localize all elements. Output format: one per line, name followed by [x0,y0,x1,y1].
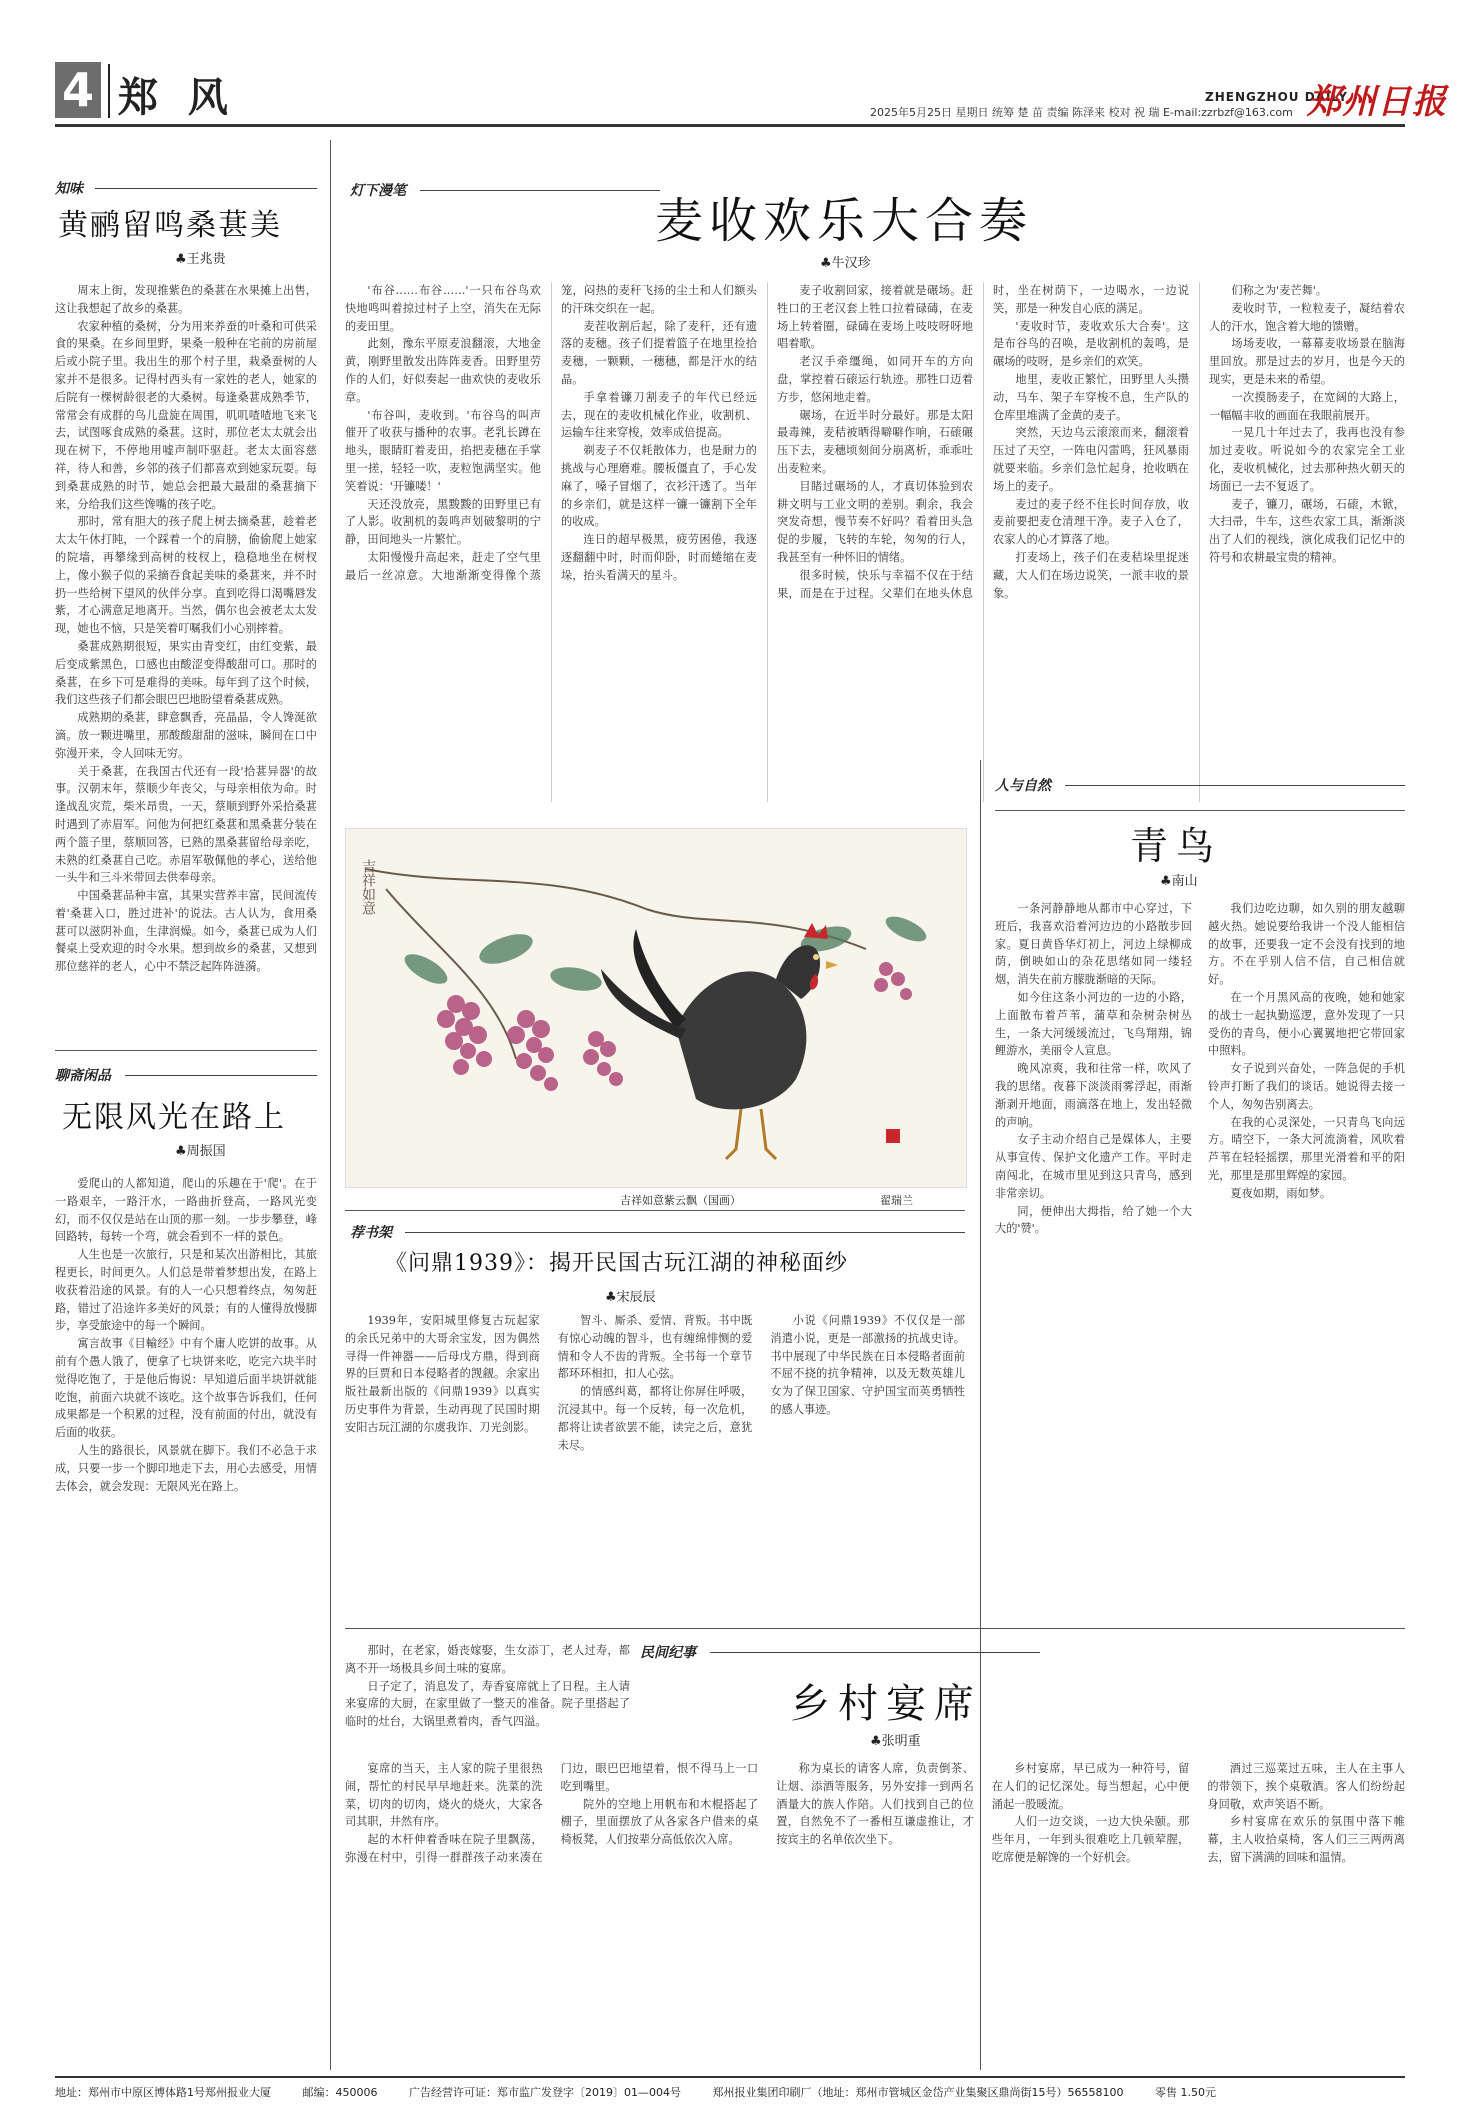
paragraph: 一条河静静地从都市中心穿过，下班后，我喜欢沿着河边边的小路散步回家。夏日黄昏华灯初上，河边上绿柳成荫，倒映如山的杂花思绪如同一缕轻烟，消失在前方朦胧渐暗的天际。 [995,902,1192,987]
article-byline: ♣周振国 [175,1144,226,1159]
paragraph: 桑葚成熟期很短，果实由青变红，由红变紫，最后变成紫黑色，口感也由酸涩变得酸甜可口。那时的桑葚，在乡下可是难得的美味。每年到了这个时候，我们这些孩子们都会眼巴巴地盼望着桑葚成熟。 [55,639,317,707]
paragraph: 麦过的麦子经不住长时间存放，收麦前要把麦仓清理干净。麦子入仓了，农家人的心才算落了地。 [993,497,1189,547]
paragraph: 爱爬山的人都知道，爬山的乐趣在于'爬'。在于一路艰辛，一路汗水，一路曲折登高，一路风光变幻，而不仅仅是站在山顶的那一刻。一步步攀登，峰回路转，每转一个弯，就会看到不一样的景色。 [55,1177,317,1244]
tag-rule [125,1075,317,1076]
paragraph: 目睹过碾场的人，才真切体验到农耕文明与工业文明的差别。剩余，我会突发奇想，慢节奏不好吗？看着田头急促的步履，飞转的车轮，匆匆的行人，我甚至有一种怀旧的情绪。 [777,479,973,564]
paragraph: 剃麦子不仅耗散体力，也是耐力的挑战与心理磨难。腰板僵直了，手心发麻了，嗓子冒烟了，衣衫汗透了。当年的乡亲们，就是这样一镰一镰割下全年的收成。 [561,444,757,529]
paragraph: 麦子，镰刀，碾场，石磙，木锨，大扫帚，牛车，这些农家工具，渐渐淡出了人们的视线，演化成我们记忆中的符号和农耕最宝贵的精神。 [1209,497,1405,564]
paragraph: 天还没放亮，黑黢黢的田野里已有了人影。收割机的轰鸣声划破黎明的宁静，田间地头一片繁忙。 [345,497,541,547]
masthead-separator [108,64,110,118]
article-body [345,282,1405,802]
paragraph: 日子定了，消息发了，寿香宴席就上了日程。主人请来宴席的大厨，在家里做了一整天的准备。院子里搭起了临时的灶台，大锅里煮着肉，香气四溢。 [345,1679,630,1729]
paper-name-english: ZHENGZHOU DAILY [1205,90,1348,104]
paragraph: 1939年，安阳城里修复古玩起家的余氏兄弟中的大哥余宝发，因为偶然寻得一件神器——后母戊方鼎，得到商界的巨贾和日本侵略者的觊觎。余家出版社最新出版的《问鼎1939》以真实历史事件为背景，生动再现了民国时期安阳古玩江湖的尔虞我诈、刀光剑影。 [345,1314,540,1434]
paragraph: 很多时候，快乐与幸福不仅在于结果，而是在于过程。父辈们在地头休息时，坐在树荫下，一边喝水，一边说笑，那是一种发自心底的满足。 [777,284,1189,600]
column-tag: 聊斋闲品 [55,1068,111,1084]
paragraph: 连日的超早极黑，疲劳困倦，我逐逐翻翻中时，时而仰卧，时而蜷缩在麦垛，抬头看满天的星斗。 [561,533,757,582]
paragraph: 称为桌长的请客人席，负责倒茶、让烟、添酒等服务，另外安排一到两名酒量大的族人作陪。人们找到自己的位置，自然免不了一番相互谦虚推让，才按宾主的名单依次坐下。 [776,1762,974,1847]
column-tag: 人与自然 [995,778,1051,794]
paper-logo: 郑州日报 [1307,82,1447,122]
article-byline: ♣宋辰辰 [605,1290,656,1305]
paragraph: 同，便伸出大拇指，给了她一个大大的'赞'。 [995,1204,1192,1236]
paragraph: 人生也是一次旅行，只是和某次出游相比，其旅程更长，时间更久。人们总是带着梦想出发，在路上收获着沿途的风景。有的人一心只想着终点，匆匆赶路，错过了沿途许多美好的风景；有的人懂得放慢脚步，享受旅途中的每一个瞬间。 [55,1248,317,1333]
paragraph: 如今住这条小河边的一边的小路，上面散布着芦苇，蒲草和杂树杂树丛生，一条大河缓缓流过，飞鸟翔翔，锦鲤游水，美丽令人宣息。 [995,990,1192,1058]
paragraph: 农家种植的桑树，分为用来养蚕的叶桑和可供采食的果桑。在乡间里野，果桑一般种在宅前的房前屋后或小院子里。我出生的那个村子里，栽桑蚕树的人家并不是很多。记得村西头有一家姓的老人，她家的后院有一棵树龄很老的大桑树。每逢桑葚成熟季节，常常会有成群的鸟儿盘旋在周围，叽叽喳喳地飞来飞去，试图啄食成熟的桑葚。这时，那位老太太就会出现在树下，不停地用嘘声制吓驱赶。老太太面容慈祥，待人和善，乡邻的孩子们都喜欢到她家玩耍。每到桑葚成熟的时节，她总会把最大最甜的桑葚摘下来，分给我们这些馋嘴的孩子吃。 [55,319,317,511]
column-tag: 民间纪事 [640,1645,696,1661]
column-tag: 灯下漫笔 [350,183,406,199]
page-number: 4 [55,62,101,118]
paragraph: 碾场，在近半时分最好。那是太阳最毒辣，麦秸被晒得噼噼作响，石磙碾压下去，麦穗顷刻间分崩离析，乖乖吐出麦粒来。 [777,408,973,475]
article-byline: ♣张明重 [870,1734,921,1749]
paragraph: 智斗、厮杀、爱情、背叛。书中既有惊心动魄的智斗，也有缠绵悱恻的爱情和令人不齿的背叛。全书每一个章节都环环相扣，扣人心弦。 [557,1314,753,1381]
masthead-rule [55,124,1405,127]
tag-rule [420,190,660,191]
section-divider [995,810,1405,811]
article-byline: ♣南山 [1160,874,1198,889]
article-title: 麦收欢乐大合奏 [655,193,1034,249]
paragraph: 在一个月黑风高的夜晚，她和她家的战士一起执勤巡逻，意外发现了一只受伤的青鸟，便小心翼翼地把它带回家中照料。 [1208,990,1405,1058]
paragraph: 寓言故事《目輸经》中有个庸人吃饼的故事。从前有个愚人饿了，便拿了七块饼来吃，吃完六块半时觉得吃饱了，于是他后悔说：早知道后面半块饼就能吃饱，前面六块就不该吃。这个故事告诉我们，任何成果都是一个积累的过程，没有前面的付出，就没有后面的收获。 [55,1337,317,1440]
article-title: 《问鼎1939》：揭开民国古玩江湖的神秘面纱 [385,1251,848,1276]
paragraph: 小说《问鼎1939》不仅仅是一部消遣小说，更是一部激扬的抗战史诗。书中展现了中华民族在日本侵略者面前不屈不挠的抗争精神，以及无数英雄儿女为了保卫国家、守护国宝而英勇牺牲的感人事迹。 [770,1314,965,1416]
section-divider [345,1210,965,1211]
footer-price: 零售 1.50元 [1154,2086,1216,2099]
paragraph: 一晃几十年过去了，我再也没有参加过麦收。听说如今的农家完全工业化，麦收机械化，过去那种热火朝天的场面已一去不复返了。 [1209,426,1405,493]
tag-rule [1065,785,1405,786]
paragraph: 们称之为'麦芒舞'。 [1231,284,1328,297]
painting-caption: 吉祥如意紫云飘（国画） [620,1194,741,1207]
section-divider [345,1628,1405,1629]
svg-text:吉祥如意: 吉祥如意 [360,859,376,915]
paragraph: 此刻，豫东平原麦浪翻滚，大地金黄，刚野里散发出阵阵麦香。田野里劳作的人们，好似奏起一曲欢快的麦收乐章。 [345,337,541,404]
section-divider [55,1050,317,1051]
paragraph: 麦收时节，一粒粒麦子，凝结着农人的汗水，饱含着大地的馈赠。 [1209,301,1405,333]
article-title: 无限风光在路上 [62,1100,286,1135]
column-divider [330,140,331,2070]
painting-svg [346,829,966,1187]
paragraph: 乡村宴席在欢乐的氛围中落下帷幕，主人收拾桌椅，客人们三三两两离去，留下满满的回味和温情。 [1207,1815,1405,1864]
ink-painting [345,828,967,1188]
paragraph: 那时，常有胆大的孩子爬上树去摘桑葚，趁着老太太午休打盹，一个踩着一个的肩膀，偷偷爬上她家的院墙，再攀缘到高树的枝杈上，稳稳地坐在树杈上，像小猴子似的采摘吞食起美味的桑葚来，并不时扔一些给树下望风的伙伴分享。直到吃得口渴嘴唇发紫，才心满意足地离开。当然，偶尔也会被老太太发现，她也不恼，只是笑着叮嘱我们小心别摔着。 [55,515,317,636]
paragraph: 那时，在老家，婚丧嫁娶，生女添丁，老人过寿，都离不开一场极具乡间土味的宴席。 [345,1644,630,1675]
paragraph: 成熟期的桑葚，肆意飘香，亮晶晶，令人馋涎欲滴。放一颗进嘴里，那酸酸甜甜的滋味，瞬间在口中弥漫开来，令人回味无穷。 [55,711,317,760]
paragraph: 女子主动介绍自己是媒体人，主要从事宣传、保护文化遗产工作。平时走南闯北，在城市里见到这只青鸟，感到非常亲切。 [995,1133,1192,1200]
paragraph: 打麦场上，孩子们在麦秸垛里捉迷藏，大人们在场边说笑，一派丰收的景象。 [993,550,1189,600]
tag-rule [405,1232,965,1233]
footer-postcode: 邮编：450006 [302,2086,378,2099]
paragraph: 宴席的当天，主人家的院子里很热闹，帮忙的村民早早地赶来。洗菜的洗菜，切肉的切肉，烧火的烧火，大家各司其职，井然有序。 [345,1762,543,1829]
paragraph: 的情感纠葛，都将让你屏住呼吸，沉浸其中。每一个反转，每一次危机，都将让读者欲罢不能，读完之后，意犹未尽。 [557,1385,753,1452]
article-body [55,282,317,1042]
paragraph: 女子说到兴奋处，一阵急促的手机铃声打断了我们的谈话。她说得去接一个人，匆匆告别离去。 [1208,1062,1405,1111]
paragraph: 周末上街，发现推紫色的桑葚在水果摊上出售，这让我想起了故乡的桑葚。 [55,284,317,315]
paragraph: 院外的空地上用帆布和木棍搭起了棚子，里面摆放了从各家各户借来的桌椅板凳，人们按辈分高低依次入席。 [560,1797,759,1847]
painting-artist: 翟瑞兰 [880,1194,913,1207]
article-title: 黄鹂留鸣桑葚美 [58,208,282,243]
paragraph: 起的木杆伸着香味在院子里飘荡，弥漫在村中，引得一群群孩子动来凑在门边，眼巴巴地望着，恨不得马上一口吃到嘴里。 [345,1762,759,1864]
article-byline: ♣牛汉珍 [820,256,871,271]
tag-rule [710,1652,1040,1653]
section-title: 郑 风 [118,74,236,121]
column-tag: 荐书架 [350,1225,392,1241]
paragraph: 乡村宴席，早已成为一种符号，留在人们的记忆深处。每当想起，心中便涌起一股暖流。 [991,1762,1190,1811]
paragraph: 一次摸肠麦子，在宽阔的大路上，一幅幅丰收的画面在我眼前展开。 [1209,390,1405,422]
paragraph: '布谷叫，麦收到。'布谷鸟的叫声催开了收获与播种的农事。老乳长蹲在地头，眼睛盯着麦田，掐把麦穗在手掌里一搓，轻轻一吹，麦粒饱满坚实。他笑着说：'开镰喽！' [345,408,541,493]
paragraph: 夏夜如期，雨如梦。 [1230,1186,1332,1200]
edition-info: 2025年5月25日 星期日 统筹 楚 苗 责编 陈泽来 校对 祝 瑞 E-mail:zzrbzf@163.com [870,106,1293,119]
article-title: 乡村宴席 [790,1681,982,1727]
paragraph: 场场麦收，一幕幕麦收场景在脑海里回放。那是过去的岁月，也是今天的现实，更是未来的希望。 [1209,337,1405,386]
paragraph: 我们边吃边聊，如久别的朋友越聊越火热。她说要给我讲一个没人能相信的故事，还要我一定不会没有找到的地方。不在乎别人信不信，自己相信就好。 [1208,902,1405,987]
column-tag: 知味 [55,181,83,197]
article-title: 青鸟 [1130,824,1223,868]
footer-printer: 郑州报业集团印刷厂（地址：郑州市管城区金岱产业集聚区鼎尚街15号）56558100 [712,2086,1124,2099]
paragraph: 酒过三巡菜过五味，主人在主事人的带领下，挨个桌敬酒。客人们纷纷起身回敬，欢声笑语不断。 [1207,1762,1405,1811]
paragraph: 太阳慢慢升高起来，赶走了空气里最后一丝凉意。大地渐渐变得像个蒸笼，闷热的麦秆飞扬的尘土和人们额头的汗珠交织在一起。 [345,284,757,582]
article-body [995,900,1405,1620]
article-body [345,1760,1405,2065]
paragraph: 麦茬收割后起，除了麦秆，还有遗落的麦穗。孩子们提着篮子在地里捡拾麦穗，一颗颗，一穗穗，都是汗水的结晶。 [561,319,757,386]
footer-address: 地址：郑州市中原区博体路1号郑州报业大厦 [55,2086,271,2099]
tag-rule [95,188,317,189]
paragraph: 老汉手牵缰绳，如同开车的方向盘，掌控着石磙运行轨迹。那牲口迈着方步，悠闲地走着。 [777,355,973,404]
page-footer [55,2076,1405,2100]
paragraph: 地里，麦收正繁忙，田野里人头攒动，马车、架子车穿梭不息，生产队的仓库里堆满了金黄的麦子。 [993,372,1189,422]
paragraph: 麦子收割回家，接着就是碾场。赶牲口的王老汉套上牲口拉着碌碡，在麦场上转着圈，碌碡在麦场上吱吱呀呀地唱着歌。 [777,284,973,351]
paragraph: '布谷……布谷……'一只布谷鸟欢快地鸣叫着掠过村子上空，消失在无际的麦田里。 [345,284,541,333]
paragraph: 中国桑葚品种丰富，其果实营养丰富，民间流传着'桑葚入口，胜过进补'的说法。古人认为，食用桑葚可以滋阴补血，生津润燥。如今，桑葚已成为人们餐桌上受欢迎的时令水果。想到故乡的桑葚，又想到那位慈祥的老人，心中不禁泛起阵阵涟漪。 [55,889,317,974]
article-byline: ♣王兆贵 [175,252,226,267]
paragraph: 人们一边交谈，一边大快朵颐。那些年月，一年到头很难吃上几顿荤腥，吃席便是解馋的一个好机会。 [991,1815,1190,1864]
paragraph: 晚风凉爽，我和往常一样，吹风了我的思绪。夜暮下淡淡雨雾浮起，雨渐渐剥开地面，雨滴落在地上，发出轻微的声响。 [995,1062,1192,1129]
paragraph: 在我的心灵深处，一只青鸟飞向远方。晴空下，一条大河流淌着，风吹着芦苇在轻轻摇摆，那里光滑着和平的阳光，那里是那里辉煌的家园。 [1208,1115,1405,1182]
paragraph: 手拿着镰刀割麦子的年代已经远去，现在的麦收机械化作业，收割机、运输车往来穿梭，效率成倍提高。 [561,390,757,440]
paragraph: 关于桑葚，在我国古代还有一段'拾葚异器'的故事。汉朝末年，蔡顺少年丧父，与母亲相依为命。时逢战乱灾荒，柴米昂贵，一天，蔡顺到野外采拾桑葚时遇到了赤眉军。问他为何把红桑葚和黑桑葚分装在两个篮子里，蔡顺回答，已熟的黑桑葚留给母亲吃，未熟的红桑葚自己吃。赤眉军敬佩他的孝心，送给他一头牛和三斗米带回去供奉母亲。 [55,764,317,885]
paragraph: '麦收时节，麦收欢乐大合奏'。这是布谷鸟的召唤，是收割机的轰鸣，是碾场的吱呀，是乡亲们的欢笑。 [993,319,1189,369]
paragraph: 人生的路很长，风景就在脚下。我们不必急于求成，只要一步一个脚印地走下去，用心去感受，用情去体会，就会发现：无限风光在路上。 [55,1443,317,1493]
footer-ad-license: 广告经营许可证：郑市监广发登字〔2019〕01—004号 [409,2086,681,2099]
article-body [55,1175,317,2065]
paragraph: 突然，天边乌云滚滚而来，翻滚着压过了天空，一阵电闪雷鸣，狂风暴雨就要来临。乡亲们急忙起身，抢收晒在场上的麦子。 [993,426,1189,493]
article-body-lead [345,1642,630,1754]
article-body [345,1312,965,1617]
